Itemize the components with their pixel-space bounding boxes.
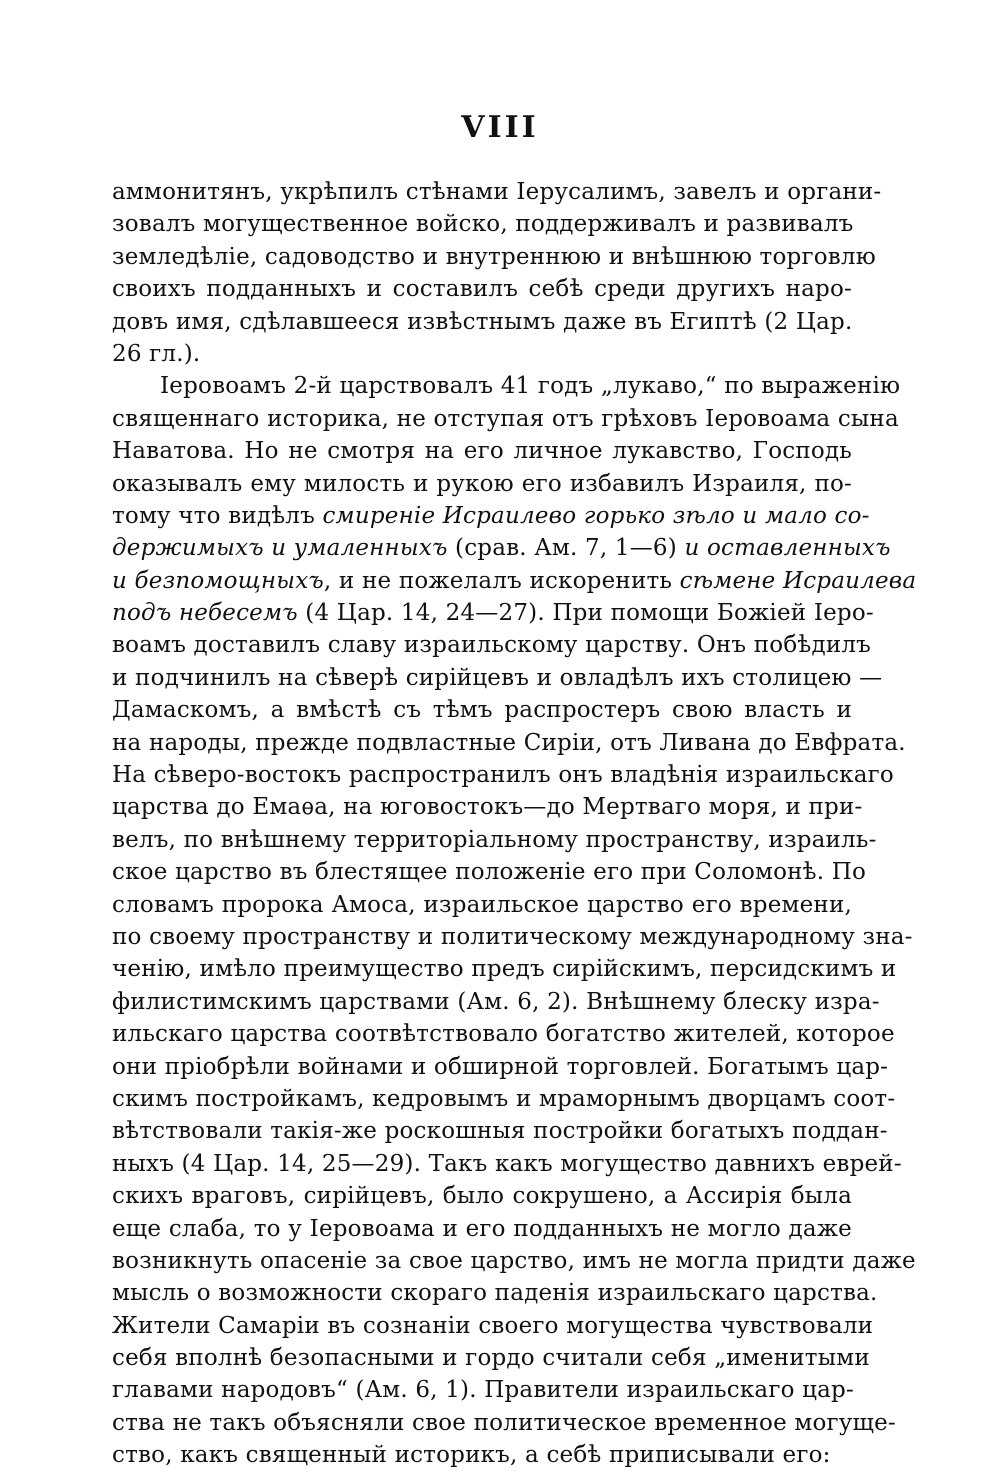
text-line xyxy=(112,1277,878,1309)
text-segment: аммонитянъ, укрѣпилъ стѣнами Іерусалимъ, завелъ и органи- xyxy=(112,179,882,205)
text-line xyxy=(112,338,852,370)
text-line xyxy=(112,306,852,338)
page-number: VIII xyxy=(461,110,539,145)
text-segment: филистимскимъ царствами (Ам. 6, 2). Внѣшнему блеску изра- xyxy=(112,988,880,1015)
text-line xyxy=(112,856,867,888)
text-line xyxy=(112,597,874,629)
text-segment: они пріобрѣли войнами и обширной торговлей. Богатымъ цар- xyxy=(112,1053,889,1080)
text-segment: ченію, имѣло преимущество предъ сирійскимъ, персидскимъ и xyxy=(112,956,897,983)
italic-text: и оставленныхъ xyxy=(684,535,891,562)
text-segment: земледѣліе, садоводство и внутреннюю и внѣшнюю торговлю xyxy=(112,243,876,270)
text-line xyxy=(112,662,883,694)
text-line xyxy=(112,241,876,273)
text-segment: (срав. Ам. 7, 1—6) xyxy=(447,535,685,562)
text-segment: вѣтствовали такія-же роскошныя постройки богатыхъ поддан- xyxy=(112,1118,888,1145)
italic-text: подъ небесемъ xyxy=(112,600,298,627)
text-segment: зовалъ могущественное войско, поддерживалъ и развивалъ xyxy=(112,211,854,238)
text-segment: 26 гл.). xyxy=(112,340,201,367)
text-segment: ильскаго царства соотвѣтствовало богатство жителей, которое xyxy=(112,1021,895,1048)
text-segment: воамъ доставилъ славу израильскому царству. Онъ побѣдилъ xyxy=(112,632,872,659)
text-line xyxy=(112,1310,874,1342)
text-segment: царства до Емаѳа, на юговостокъ—до Мертваго моря, и при- xyxy=(112,794,863,821)
text-segment: Іеровоамъ 2-й царствовалъ 41 годъ „лукаво,“ по выраженію xyxy=(160,373,901,400)
text-segment: и подчинилъ на сѣверѣ сирійцевъ и овладѣлъ ихъ столицею — xyxy=(112,664,883,691)
text-line xyxy=(112,986,880,1018)
text-segment: Жители Самаріи въ сознаніи своего могущества чувствовали xyxy=(112,1312,874,1339)
text-line xyxy=(112,1018,895,1050)
text-line xyxy=(112,1439,852,1471)
text-segment: ныхъ (4 Цар. 14, 25—29). Такъ какъ могущество давнихъ еврей- xyxy=(112,1150,902,1177)
text-line xyxy=(112,921,913,953)
text-segment: На сѣверо-востокъ распространилъ онъ владѣнія израильскаго xyxy=(112,762,894,789)
text-segment: словамъ пророка Амоса, израильское царство его времени, xyxy=(112,891,852,918)
text-line xyxy=(112,759,894,791)
text-line xyxy=(112,565,917,597)
text-segment: оказывалъ ему милость и рукою его избавилъ Израиля, по- xyxy=(112,470,852,497)
text-line xyxy=(112,273,852,305)
text-segment: велъ, по внѣшнему территоріальному пространству, израиль- xyxy=(112,826,877,853)
text-line xyxy=(112,1180,852,1212)
text-line xyxy=(112,1342,870,1374)
text-segment: главами народовъ“ (Ам. 6, 1). Правители израильскаго цар- xyxy=(112,1377,854,1404)
text-segment: Дамаскомъ, а вмѣстѣ съ тѣмъ распростеръ свою власть и xyxy=(112,697,852,724)
text-line xyxy=(112,629,872,661)
italic-text: сѣмене Исраилева xyxy=(679,567,917,594)
text-line xyxy=(112,176,882,208)
text-line xyxy=(112,1115,888,1147)
text-segment: довъ имя, сдѣлавшееся извѣстнымъ даже въ Египтѣ (2 Цар. xyxy=(112,308,853,335)
text-line xyxy=(112,1407,896,1439)
text-segment: по своему пространству и политическому международному зна- xyxy=(112,923,913,950)
text-line xyxy=(112,1374,852,1406)
text-line xyxy=(112,532,891,564)
text-line xyxy=(112,500,870,532)
text-line xyxy=(112,727,906,759)
text-line xyxy=(112,1083,896,1115)
text-segment: ства не такъ объясняли свое политическое временное могуще- xyxy=(112,1409,896,1436)
text-line xyxy=(112,1051,889,1083)
text-line xyxy=(112,1245,916,1277)
text-segment: ство, какъ священный историкъ, а себѣ приписывали его: xyxy=(112,1442,831,1469)
text-line xyxy=(112,403,899,435)
text-segment: на народы, прежде подвластные Сиріи, отъ Ливана до Евфрата. xyxy=(112,729,906,756)
text-segment: скимъ постройкамъ, кедровымъ и мраморнымъ дворцамъ соот- xyxy=(112,1085,896,1112)
italic-text: смиреніе Исраилево горько зѣло и мало со- xyxy=(322,502,870,529)
text-segment: мысль о возможности скораго паденія израильскаго царства. xyxy=(112,1280,878,1307)
text-line xyxy=(112,1213,852,1245)
italic-text: и безпомощныхъ xyxy=(112,567,324,594)
text-line xyxy=(112,370,901,402)
text-line xyxy=(112,1148,902,1180)
text-line xyxy=(112,694,852,726)
text-line xyxy=(112,468,852,500)
text-line xyxy=(112,824,877,856)
text-segment: , и не пожелалъ искоренить xyxy=(323,567,680,594)
text-segment: скихъ враговъ, сирійцевъ, было сокрушено, а Ассирія была xyxy=(112,1183,852,1210)
text-line xyxy=(112,435,852,467)
text-line xyxy=(112,953,897,985)
text-segment: себя вполнѣ безопасными и гордо считали себя „именитыми xyxy=(112,1345,870,1372)
text-segment: Наватова. Но не смотря на его личное лукавство, Господь xyxy=(112,438,852,465)
italic-text: держимыхъ и умаленныхъ xyxy=(112,535,448,562)
text-segment: ское царство въ блестящее положеніе его при Соломонѣ. По xyxy=(112,859,867,886)
body-text xyxy=(112,176,917,1472)
text-line xyxy=(112,889,852,921)
text-segment: (4 Цар. 14, 24—27). При помощи Божіей Іеро- xyxy=(297,600,874,627)
text-segment: тому что видѣлъ xyxy=(112,502,323,529)
text-segment: своихъ подданныхъ и составилъ себѣ среди другихъ наро- xyxy=(112,276,852,303)
text-segment: священнаго историка, не отступая отъ грѣховъ Іеровоама сына xyxy=(112,405,899,432)
text-line xyxy=(112,791,863,823)
text-line xyxy=(112,208,852,240)
text-segment: возникнуть опасеніе за свое царство, имъ не могла придти даже xyxy=(112,1247,916,1274)
text-segment: еще слаба, то у Іеровоама и его подданныхъ не могло даже xyxy=(112,1215,852,1242)
